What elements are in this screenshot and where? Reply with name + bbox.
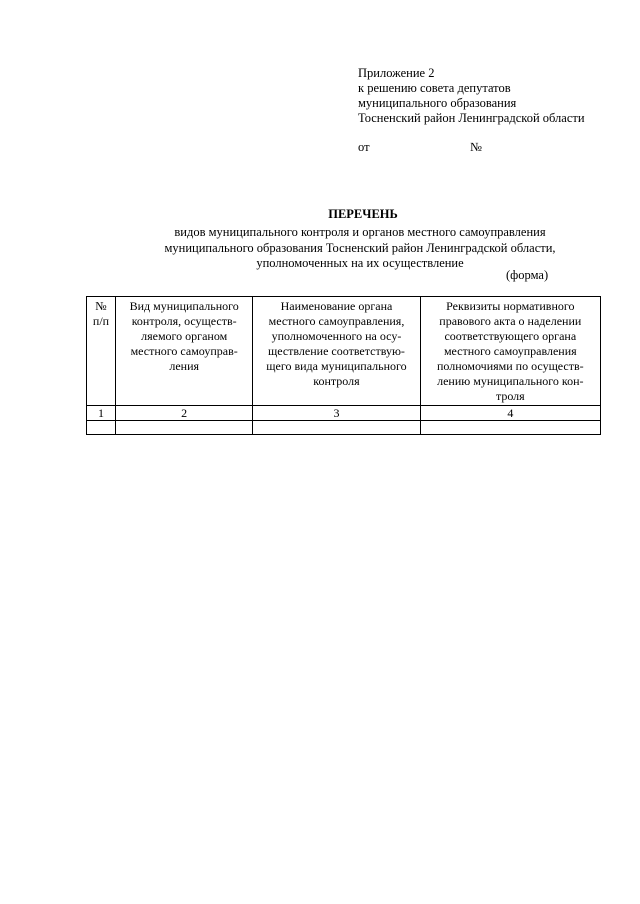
header-text: контроля <box>313 374 360 388</box>
column-number-1: 1 <box>87 406 116 421</box>
header-text: ляемого органом <box>141 329 228 343</box>
header-cell-legal-act-details <box>420 297 600 406</box>
header-text: полномочиями по осуществ- <box>436 359 584 373</box>
header-text: контроля, осуществ- <box>131 314 237 328</box>
document-title: ПЕРЕЧЕНЬ <box>328 207 398 221</box>
header-text: троля <box>495 389 525 403</box>
header-text: лению муниципального кон- <box>437 374 584 388</box>
header-cell-control-type <box>116 297 253 406</box>
header-text: уполномоченного на осу- <box>271 329 402 343</box>
header-text: правового акта о наделении <box>439 314 582 328</box>
table-header-row <box>87 297 601 406</box>
header-text: местного самоуправления <box>443 344 577 358</box>
document-subtitle <box>140 225 580 272</box>
column-number-2: 2 <box>116 406 253 421</box>
annex-block <box>358 66 585 155</box>
table-cell-empty <box>116 421 253 435</box>
column-number-3: 3 <box>253 406 420 421</box>
subtitle-line-3: уполномоченных на их осуществление <box>256 256 464 270</box>
annex-number-label: № <box>470 140 482 154</box>
control-types-table <box>86 296 601 435</box>
subtitle-line-2: муниципального образования Тосненский район Ленинградской области, <box>164 240 556 255</box>
header-text: № <box>95 299 107 313</box>
header-text: соответствующего органа <box>444 329 577 343</box>
table-row <box>87 421 601 435</box>
annex-line-2: к решению совета депутатов <box>358 81 511 95</box>
table-cell-empty <box>253 421 420 435</box>
column-number-4: 4 <box>420 406 600 421</box>
header-text: местного самоуправ- <box>130 344 238 358</box>
annex-line-4: Тосненский район Ленинградской области <box>358 111 585 125</box>
form-label: (форма) <box>506 268 549 282</box>
annex-line-1: Приложение 2 <box>358 66 435 80</box>
header-text: местного самоуправления, <box>268 314 405 328</box>
header-text: Реквизиты нормативного <box>446 299 575 313</box>
subtitle-line-1: видов муниципального контроля и органов местного самоуправления <box>174 225 546 239</box>
header-cell-number <box>87 297 116 406</box>
table-cell-empty <box>87 421 116 435</box>
table-cell-empty <box>420 421 600 435</box>
table-column-number-row <box>87 406 601 421</box>
header-text: ществление соответствую- <box>267 344 405 358</box>
header-cell-authority-name <box>253 297 420 406</box>
annex-date-label: от <box>358 140 370 154</box>
header-text: Вид муниципального <box>129 299 239 313</box>
header-text: ления <box>169 359 200 373</box>
annex-date-number-row <box>358 140 585 155</box>
annex-line-3: муниципального образования <box>358 96 517 110</box>
header-text: щего вида муниципального <box>266 359 407 373</box>
header-text: п/п <box>92 314 110 328</box>
header-text: Наименование органа <box>280 299 393 313</box>
